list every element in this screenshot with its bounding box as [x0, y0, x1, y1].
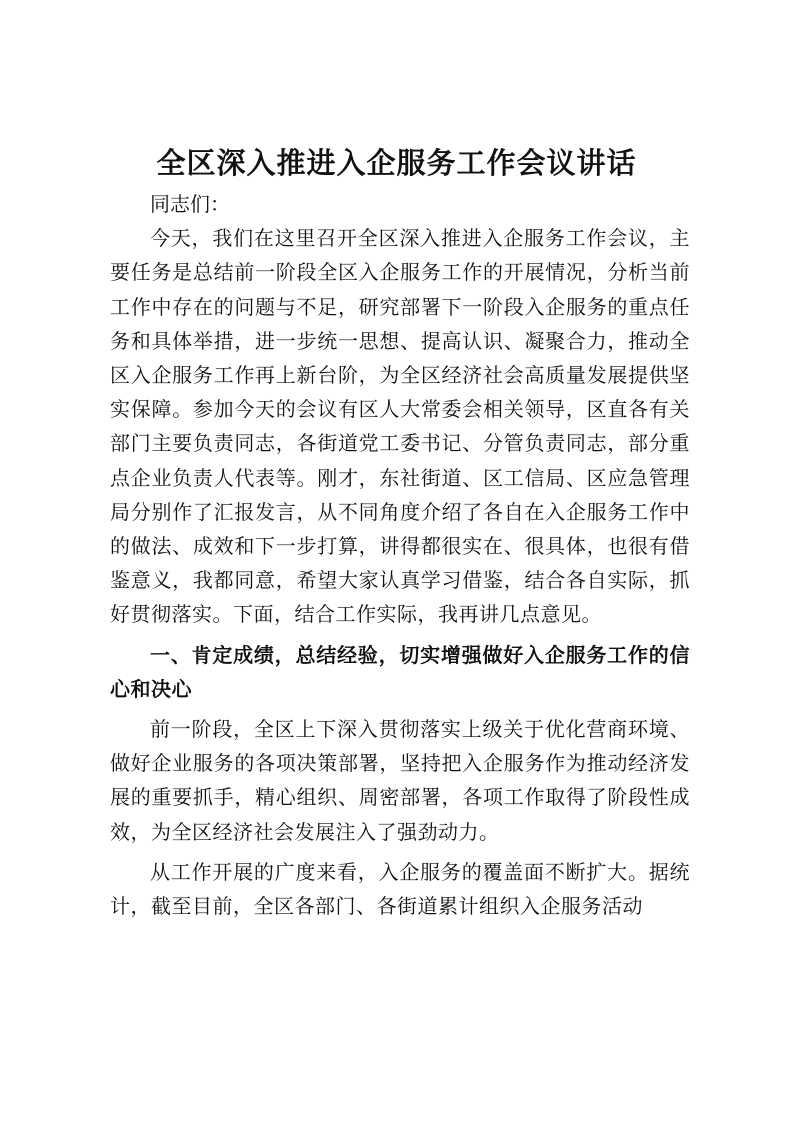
paragraph-progress: 前一阶段，全区上下深入贯彻落实上级关于优化营商环境、做好企业服务的各项决策部署，坚持把入企服务作为推动经济发展的重要抓手，精心组织、周密部署，各项工作取得了阶段性成效，为全区经济社会发展注入了强劲动力。 — [110, 717, 690, 844]
paragraph-coverage: 从工作开展的广度来看，入企服务的覆盖面不断扩大。据统计，截至目前，全区各部门、各街道累计组织入企服务活动 — [110, 859, 690, 919]
document-title: 全区深入推进入企服务工作会议讲话 — [156, 146, 637, 180]
salutation: 同志们： — [150, 192, 230, 216]
document-body — [110, 187, 690, 923]
paragraph-opening: 今天，我们在这里召开全区深入推进入企服务工作会议，主要任务是总结前一阶段全区入企服务工作的开展情况，分析当前工作中存在的问题与不足，研究部署下一阶段入企服务的重点任务和具体举措，进一步统一思想、提高认识、凝聚合力，推动全区入企服务工作再上新台阶，为全区经济社会高质量发展提供坚实保障。参加今天的会议有区人大常委会相关领导，区直各有关部门主要负责同志，各街道党工委书记、分管负责同志，部分重点企业负责人代表等。刚才，东社街道、区工信局、区应急管理局分别作了汇报发言，从不同角度介绍了各自在入企服务工作中的做法、成效和下一步打算，讲得都很实在、很具体，也很有借鉴意义，我都同意，希望大家认真学习借鉴，结合各自实际，抓好贯彻落实。下面，结合工作实际，我再讲几点意见。 — [110, 226, 690, 627]
section-heading-1: 一、肯定成绩，总结经验，切实增强做好入企服务工作的信心和决心 — [110, 642, 690, 701]
